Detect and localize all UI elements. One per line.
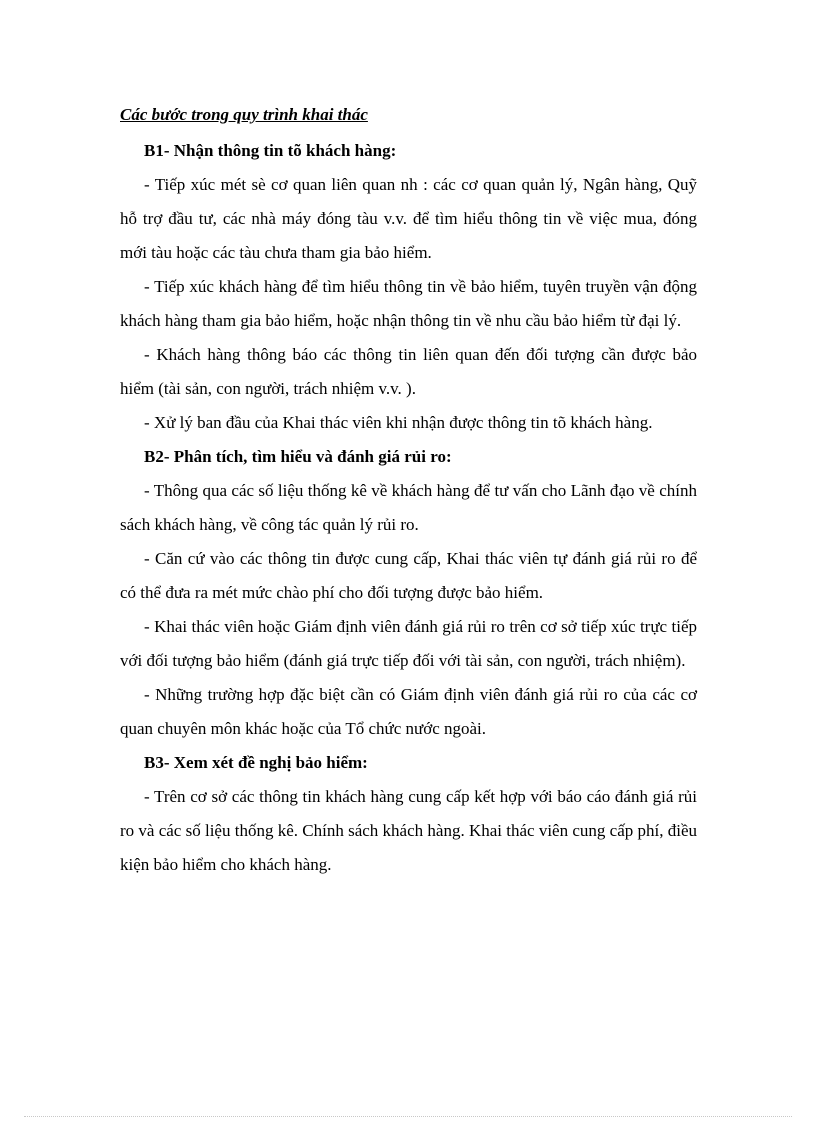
- document-body: [120, 100, 697, 882]
- paragraph: - Thông qua các số liệu thống kê về khách hàng để tư vấn cho Lãnh đạo về chính sách khách hàng, về công tác quản lý rủi ro.: [120, 481, 697, 534]
- paragraph: - Trên cơ sở các thông tin khách hàng cung cấp kết hợp với báo cáo đánh giá rủi ro và các số liệu thống kê. Chính sách khách hàng. Khai thác viên cung cấp phí, điều kiện bảo hiểm cho khách hàng.: [120, 787, 697, 874]
- section-title-b2: B2- Phân tích, tìm hiểu và đánh giá rủi ro:: [144, 447, 452, 466]
- section-title-b3: B3- Xem xét đề nghị bảo hiểm:: [144, 753, 368, 772]
- paragraph: - Khai thác viên hoặc Giám định viên đánh giá rủi ro trên cơ sở tiếp xúc trực tiếp với đối tượng bảo hiểm (đánh giá trực tiếp đối với tài sản, con người, trách nhiệm).: [120, 617, 697, 670]
- document-heading: Các bước trong quy trình khai thác: [120, 105, 368, 124]
- paragraph: - Tiếp xúc mét sè cơ quan liên quan nh : các cơ quan quản lý, Ngân hàng, Quỹ hỗ trợ đầu tư, các nhà máy đóng tàu v.v. để tìm hiểu thông tin về việc mua, đóng mới tàu hoặc các tàu chưa tham gia bảo hiểm.: [120, 175, 697, 262]
- page-bottom-divider: [24, 1116, 792, 1117]
- paragraph: - Căn cứ vào các thông tin được cung cấp, Khai thác viên tự đánh giá rủi ro để có thể đưa ra mét mức chào phí cho đối tượng được bảo hiểm.: [120, 549, 697, 602]
- paragraph: - Xử lý ban đầu của Khai thác viên khi nhận được thông tin tõ khách hàng.: [144, 413, 653, 432]
- paragraph: - Những trường hợp đặc biệt cần có Giám định viên đánh giá rủi ro của các cơ quan chuyên môn khác hoặc của Tổ chức nước ngoài.: [120, 685, 697, 738]
- section-title-b1: B1- Nhận thông tin tõ khách hàng:: [144, 141, 397, 160]
- paragraph: - Tiếp xúc khách hàng để tìm hiểu thông tin về bảo hiểm, tuyên truyền vận động khách hàng tham gia bảo hiểm, hoặc nhận thông tin về nhu cầu bảo hiểm từ đại lý.: [120, 277, 697, 330]
- paragraph: - Khách hàng thông báo các thông tin liên quan đến đối tượng cần được bảo hiểm (tài sản, con người, trách nhiệm v.v. ).: [120, 345, 697, 398]
